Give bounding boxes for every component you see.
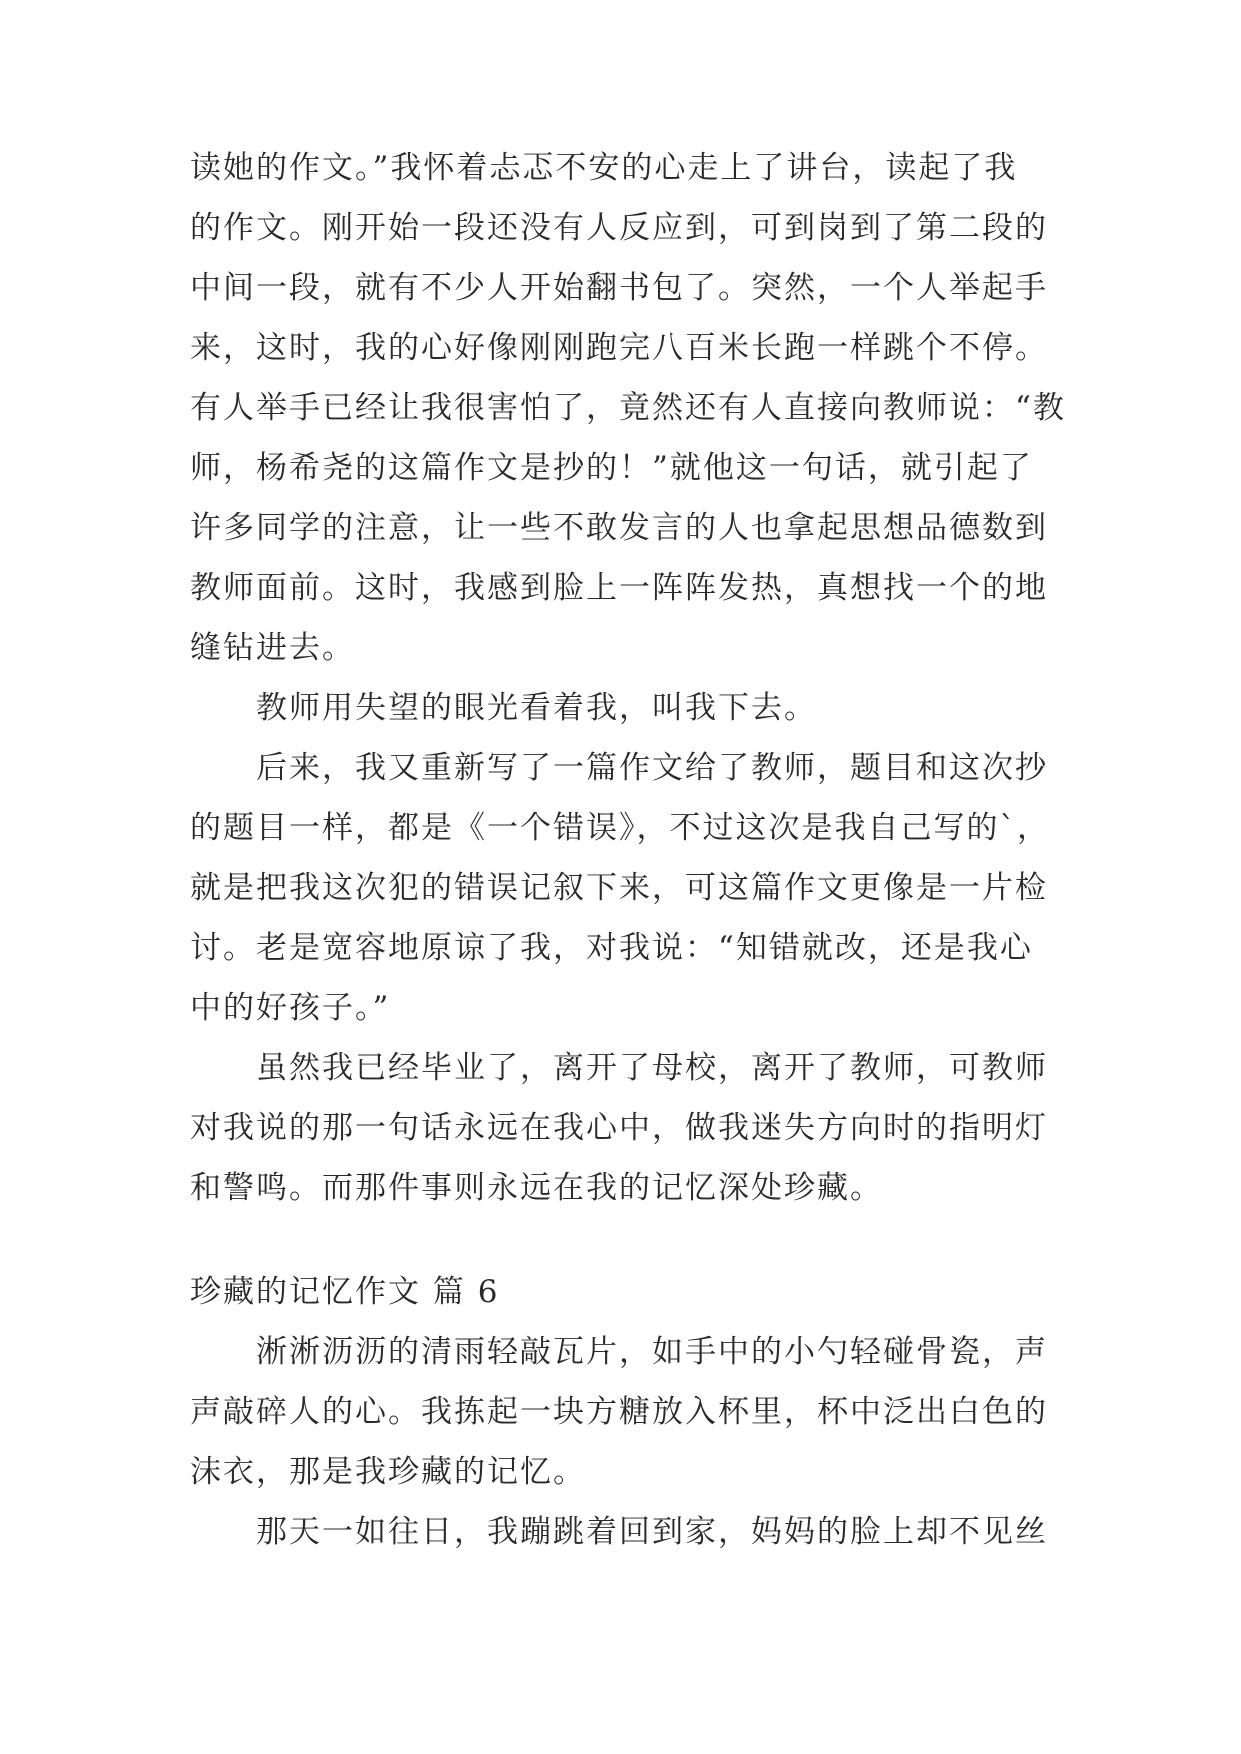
text-line: 和警鸣。而那件事则永远在我的记忆深处珍藏。	[190, 1170, 883, 1206]
text-line: 来，这时，我的心好像刚刚跑完八百米长跑一样跳个不停。	[190, 330, 1048, 366]
text-line: 许多同学的注意，让一些不敢发言的人也拿起思想品德数到	[190, 510, 1048, 546]
text-line: 的题目一样，都是《一个错误》，不过这次是我自己写的`，	[190, 810, 1050, 846]
text-line: 就是把我这次犯的错误记叙下来，可这篇作文更像是一片检	[190, 870, 1048, 906]
text-line: 那天一如往日，我蹦跳着回到家，妈妈的脸上却不见丝	[256, 1514, 1048, 1550]
text-line: 后来，我又重新写了一篇作文给了教师，题目和这次抄	[256, 750, 1048, 786]
text-line: 声敲碎人的心。我拣起一块方糖放入杯里，杯中泛出白色的	[190, 1394, 1048, 1430]
text-line: 对我说的那一句话永远在我心中，做我迷失方向时的指明灯	[190, 1110, 1048, 1146]
text-line: 师，杨希尧的这篇作文是抄的！”就他这一句话，就引起了	[190, 450, 1033, 486]
text-line: 中的好孩子。”	[190, 990, 391, 1026]
text-line: 教师面前。这时，我感到脸上一阵阵发热，真想找一个的地	[190, 570, 1048, 606]
text-line: 讨。老是宽容地原谅了我，对我说：“知错就改，还是我心	[190, 930, 1033, 966]
section-heading: 珍藏的记忆作文 篇 6	[190, 1274, 500, 1310]
text-block-top	[190, 138, 1070, 1218]
text-line: 有人举手已经让我很害怕了，竟然还有人直接向教师说：“教	[190, 390, 1066, 426]
text-line: 的作文。刚开始一段还没有人反应到，可到岗到了第二段的	[190, 210, 1048, 246]
text-line: 淅淅沥沥的清雨轻敲瓦片，如手中的小勺轻碰骨瓷，声	[256, 1334, 1048, 1370]
text-line: 读她的作文。”我怀着忐忑不安的心走上了讲台，读起了我	[190, 150, 1018, 186]
text-block-bottom	[190, 1322, 1070, 1562]
text-line: 虽然我已经毕业了，离开了母校，离开了教师，可教师	[256, 1050, 1048, 1086]
text-line: 沫衣，那是我珍藏的记忆。	[190, 1454, 586, 1490]
text-line: 中间一段，就有不少人开始翻书包了。突然，一个人举起手	[190, 270, 1048, 306]
text-line: 教师用失望的眼光看着我，叫我下去。	[256, 690, 817, 726]
text-line: 缝钻进去。	[190, 630, 355, 666]
